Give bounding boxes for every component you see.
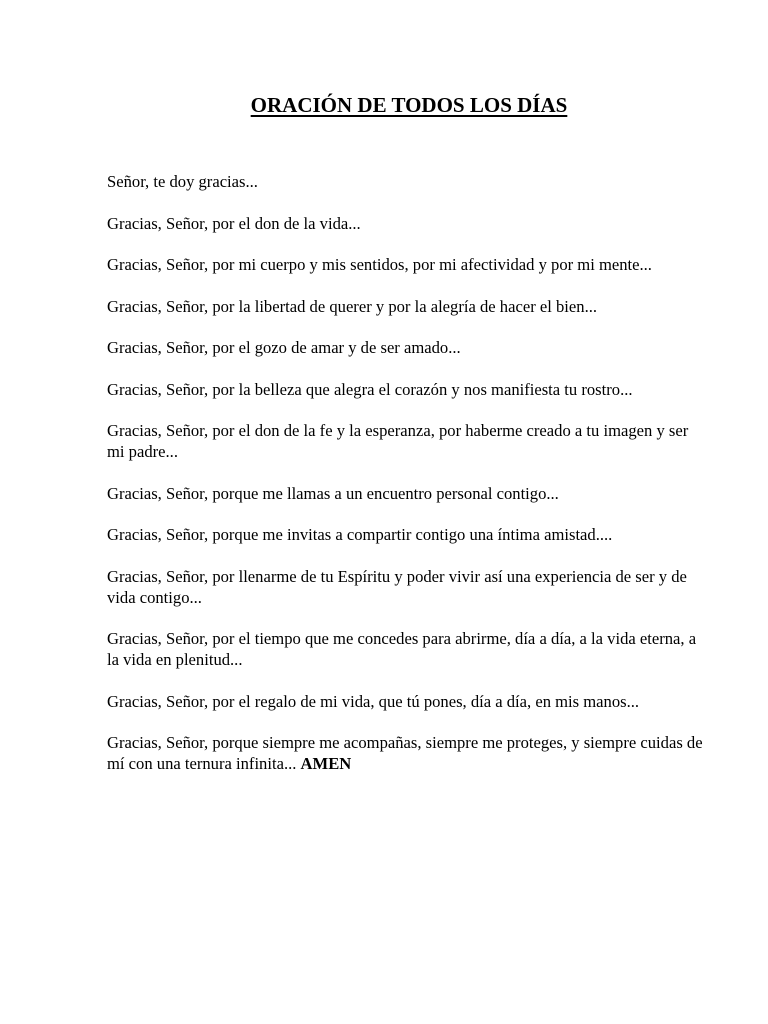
paragraph: Señor, te doy gracias...: [107, 172, 258, 191]
paragraph: Gracias, Señor, porque me llamas a un encuentro personal contigo...: [107, 483, 559, 503]
paragraph: Gracias, Señor, por el regalo de mi vida, que tú pones, día a día, en mis manos...: [107, 691, 640, 711]
paragraph: Gracias, Señor, por el don de la vida...: [107, 213, 361, 233]
paragraph: Gracias, Señor, por el don de la fe y la esperanza, por haberme creado a tu imagen y ser mi padre...: [107, 421, 689, 461]
closing-amen: AMEN: [300, 754, 352, 773]
paragraph: Gracias, Señor, por el tiempo que me concedes para abrirme, día a día, a la vida eterna, a la vida en plenitud...: [107, 629, 697, 669]
paragraph: Gracias, Señor, porque me invitas a compartir contigo una íntima amistad....: [107, 525, 613, 544]
paragraph: Gracias, Señor, por la belleza que alegra el corazón y nos manifiesta tu rostro...: [107, 379, 633, 399]
page-title: ORACIÓN DE TODOS LOS DÍAS: [250, 93, 568, 117]
paragraph: Gracias, Señor, por el gozo de amar y de ser amado...: [107, 338, 461, 357]
final-paragraph: [107, 732, 707, 774]
final-paragraph-text: Gracias, Señor, porque siempre me acompañas, siempre me proteges, y siempre cuidas de mí con una ternura infinita...: [107, 733, 703, 773]
prayer-body: [107, 171, 707, 795]
paragraph: Gracias, Señor, por llenarme de tu Espíritu y poder vivir así una experiencia de ser y de vida contigo...: [107, 566, 687, 607]
paragraph: Gracias, Señor, por la libertad de querer y por la alegría de hacer el bien...: [107, 296, 598, 316]
paragraph: Gracias, Señor, por mi cuerpo y mis sentidos, por mi afectividad y por mi mente...: [107, 255, 652, 274]
